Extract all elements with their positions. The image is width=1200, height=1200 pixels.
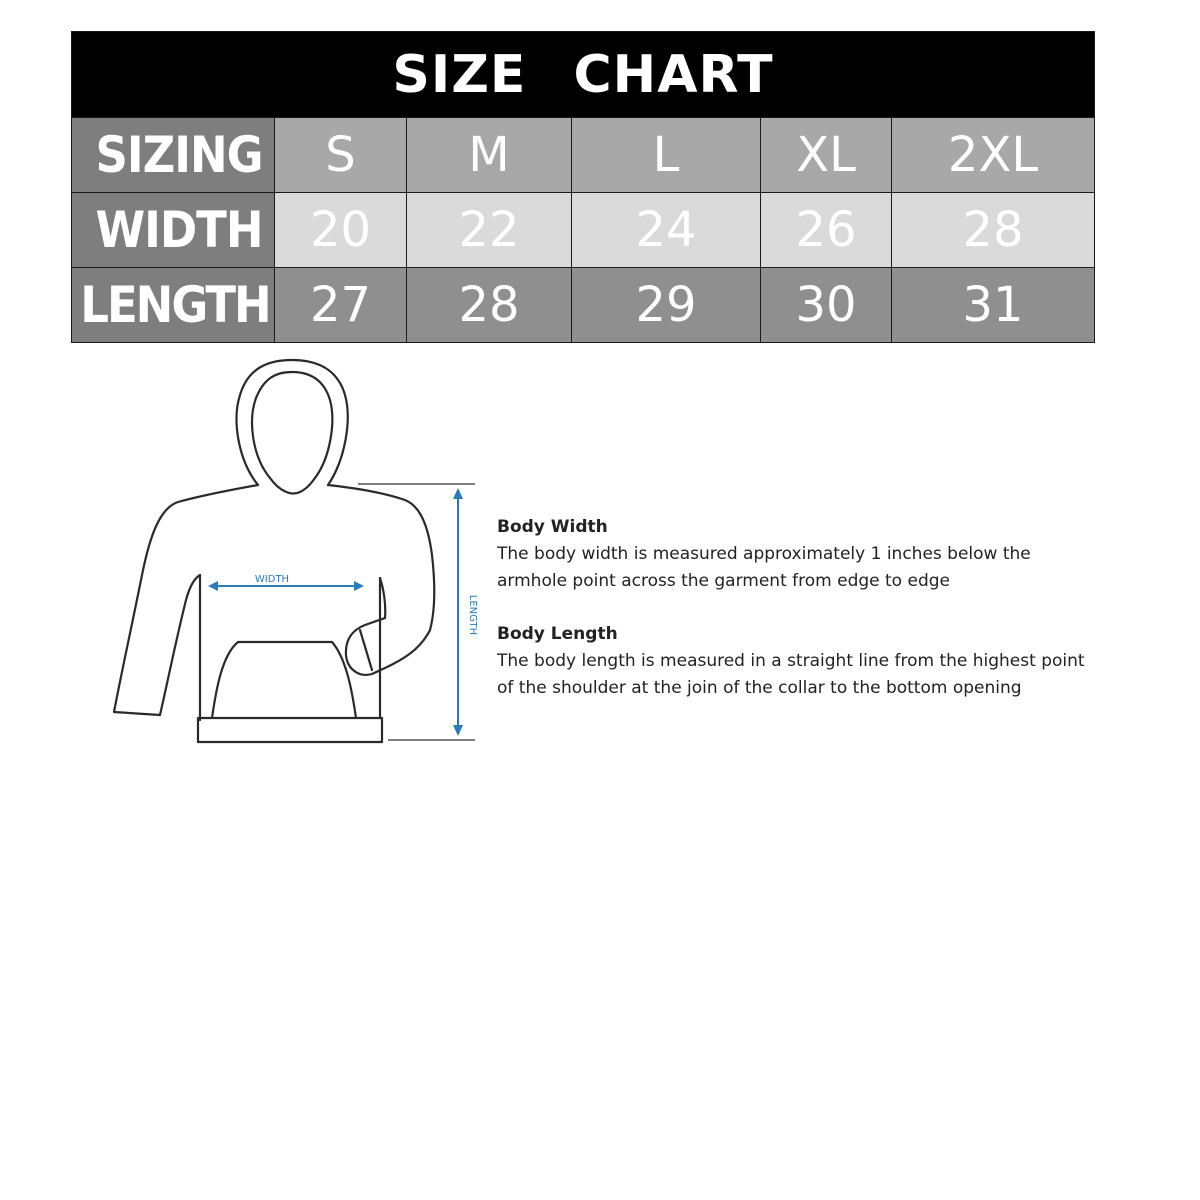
size-cell-s: S bbox=[275, 118, 407, 193]
pocket-outline bbox=[212, 642, 356, 718]
width-cell-xl: 26 bbox=[761, 193, 892, 268]
row-label-length: LENGTH bbox=[72, 268, 275, 343]
width-cell-l: 24 bbox=[572, 193, 761, 268]
row-label-width: WIDTH bbox=[72, 193, 275, 268]
right-sleeve-outline bbox=[346, 578, 430, 675]
size-cell-2xl: 2XL bbox=[892, 118, 1095, 193]
width-label: WIDTH bbox=[254, 574, 290, 585]
body-width-note bbox=[497, 516, 1137, 595]
body-length-note bbox=[497, 623, 1137, 702]
table-row-sizing bbox=[72, 118, 1095, 193]
size-chart-title: SIZE CHART bbox=[72, 32, 1095, 118]
left-sleeve-outline bbox=[114, 485, 258, 715]
body-width-text-line2: armhole point across the garment from edge to edge bbox=[497, 571, 950, 591]
length-arrow bbox=[453, 488, 463, 736]
body-length-text-line2: of the shoulder at the join of the collar to the bottom opening bbox=[497, 678, 1022, 698]
size-cell-xl: XL bbox=[761, 118, 892, 193]
body-length-text-line1: The body length is measured in a straight line from the highest point bbox=[497, 651, 1085, 671]
length-cell-2xl: 31 bbox=[892, 268, 1095, 343]
size-chart-table bbox=[71, 31, 1095, 343]
width-cell-m: 22 bbox=[407, 193, 572, 268]
row-label-sizing: SIZING bbox=[72, 118, 275, 193]
hood-outline bbox=[237, 360, 348, 485]
length-cell-m: 28 bbox=[407, 268, 572, 343]
width-cell-2xl: 28 bbox=[892, 193, 1095, 268]
table-row-width bbox=[72, 193, 1095, 268]
length-cell-s: 27 bbox=[275, 268, 407, 343]
width-cell-s: 20 bbox=[275, 193, 407, 268]
length-cell-xl: 30 bbox=[761, 268, 892, 343]
length-cell-l: 29 bbox=[572, 268, 761, 343]
length-label: LENGTH bbox=[467, 594, 478, 636]
body-length-heading: Body Length bbox=[497, 624, 618, 644]
size-cell-m: M bbox=[407, 118, 572, 193]
measurement-notes bbox=[497, 516, 1137, 702]
body-width-heading: Body Width bbox=[497, 517, 608, 537]
title-row bbox=[72, 32, 1095, 118]
body-width-text-line1: The body width is measured approximately 1 inches below the bbox=[497, 544, 1031, 564]
hem-outline bbox=[198, 718, 382, 742]
hood-inner-outline bbox=[252, 372, 332, 478]
table-row-length bbox=[72, 268, 1095, 343]
hoodie-diagram bbox=[100, 350, 500, 750]
size-cell-l: L bbox=[572, 118, 761, 193]
